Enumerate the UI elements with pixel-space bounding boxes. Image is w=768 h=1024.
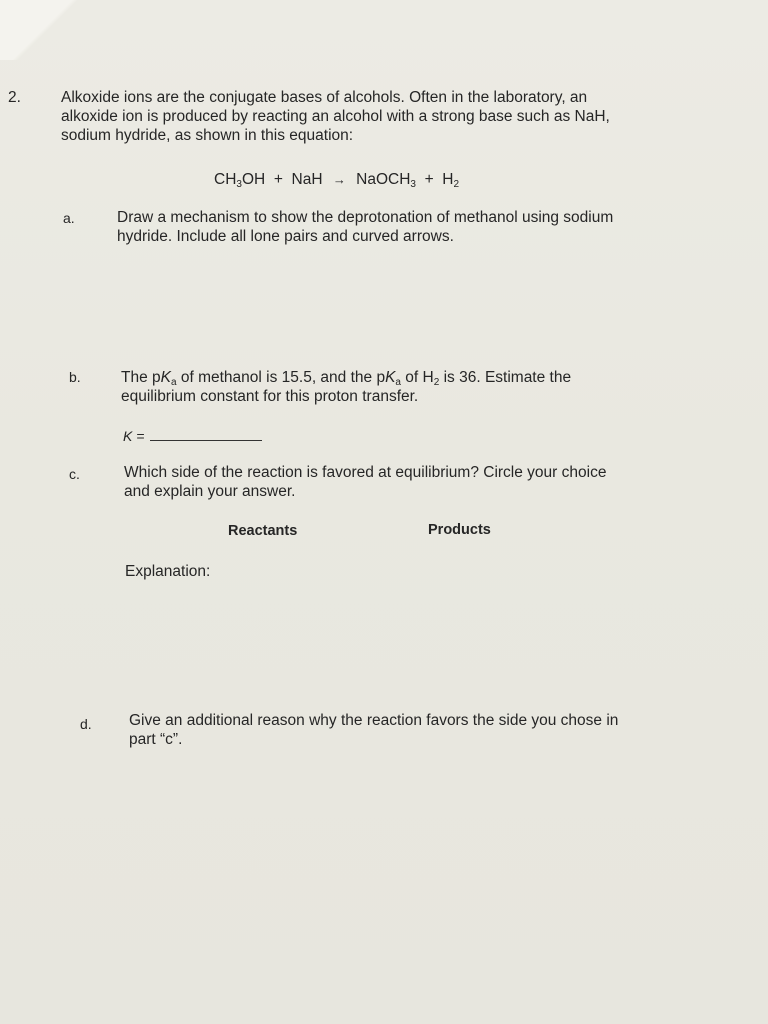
part-b-text bbox=[121, 368, 571, 406]
part-d-label: d. bbox=[80, 716, 92, 732]
part-b-line: The $pK_a$ of methanol is 15.5, and the $pK_a$ of $H_2$ is 36. Estimate the bbox=[121, 369, 572, 388]
part-c-line: Which side of the reaction is favored at equilibrium? Circle your choice bbox=[124, 464, 607, 481]
k-label: K = bbox=[123, 428, 145, 444]
choice-reactants[interactable]: Reactants bbox=[228, 523, 298, 539]
intro-line: Alkoxide ions are the conjugate bases of alcohols. Often in the laboratory, an bbox=[61, 89, 588, 106]
part-a-line: hydride. Include all lone pairs and curved arrows. bbox=[117, 228, 454, 245]
part-d-line: part “c”. bbox=[129, 731, 183, 748]
part-a-line: Draw a mechanism to show the deprotonation of methanol using sodium bbox=[117, 209, 614, 226]
part-c-label: c. bbox=[69, 466, 80, 482]
intro-line: alkoxide ion is produced by reacting an alcohol with a strong base such as NaH, bbox=[61, 108, 610, 125]
question-number: 2. bbox=[8, 89, 21, 106]
part-d-line: Give an additional reason why the reaction favors the side you chose in bbox=[129, 712, 619, 729]
part-b-label: b. bbox=[69, 369, 81, 385]
reaction-equation bbox=[214, 170, 459, 189]
product-sodium-methoxide: NaOCH$_3$ bbox=[356, 171, 416, 190]
product-hydrogen: $H_2$ bbox=[442, 171, 460, 190]
plus-sign: + bbox=[273, 171, 283, 188]
part-a-label: a. bbox=[63, 210, 75, 226]
k-answer-line bbox=[123, 427, 262, 446]
reactant-sodium-hydride: NaH bbox=[291, 171, 323, 188]
page-corner bbox=[0, 0, 90, 60]
intro-line: sodium hydride, as shown in this equation: bbox=[61, 127, 354, 144]
part-b-line: equilibrium constant for this proton transfer. bbox=[121, 388, 419, 405]
question-intro bbox=[61, 88, 610, 145]
k-answer-blank[interactable] bbox=[150, 427, 262, 441]
part-c-text bbox=[124, 463, 606, 501]
reaction-arrow-icon: → bbox=[332, 172, 346, 187]
part-d-text bbox=[129, 711, 618, 749]
part-c-line: and explain your answer. bbox=[124, 483, 296, 500]
part-a-text bbox=[117, 208, 613, 246]
reactant-methanol: $CH_3OH$ bbox=[214, 171, 266, 190]
plus-sign: + bbox=[424, 171, 434, 188]
choice-products[interactable]: Products bbox=[428, 522, 491, 538]
explanation-label: Explanation: bbox=[125, 563, 211, 580]
